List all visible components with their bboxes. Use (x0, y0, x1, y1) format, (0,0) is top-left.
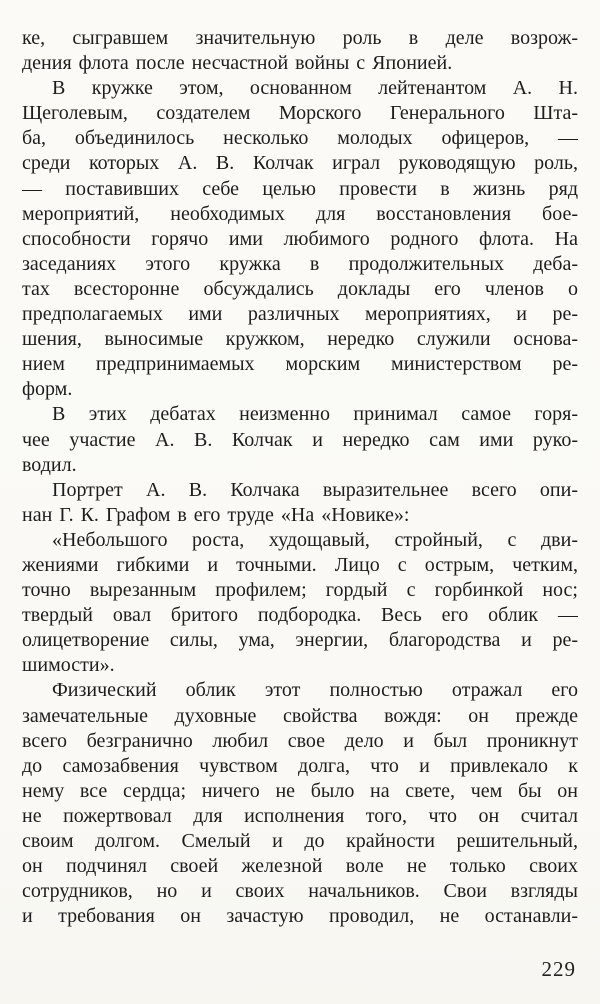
text-line: — поставивших себе целью провести в жизнь ряд (22, 177, 578, 200)
text-line: до самозабвения чувством долга, что и привлекало к (22, 754, 578, 777)
text-line: не пожертвовал для исполнения того, что он считал (22, 804, 578, 827)
text-line: форм. (22, 378, 73, 401)
text-line: сотрудников, но и своих начальников. Свои взгляды (22, 880, 578, 903)
text-line: В кружке этом, основанном лейтенантом А. Н. (52, 77, 578, 100)
text-line: всего безгранично любил свое дело и был проникнут (22, 729, 578, 752)
text-line: предполагаемых ими различных мероприятиях, и ре- (22, 303, 578, 326)
text-line: жениями гибкими и точными. Лицо с острым, четким, (22, 553, 578, 576)
text-line: ба, объединилось несколько молодых офицеров, — (22, 127, 578, 150)
text-line: своим долгом. Смелый и до крайности решительный, (22, 830, 578, 852)
text-line: Физический облик этот полностью отражал его (52, 679, 578, 702)
text-line: мероприятий, необходимых для восстановления бое- (22, 202, 578, 225)
text-line: ке, сыгравшем значительную роль в деле возрож- (22, 27, 578, 49)
text-line: Портрет А. В. Колчака выразительнее всего опи- (52, 478, 578, 501)
page-number: 229 (541, 957, 576, 981)
text-block (22, 26, 578, 929)
text-line: дения флота после несчастной войны с Японией. (22, 52, 453, 75)
text-line: шимости». (22, 654, 115, 677)
text-line: Щеголевым, создателем Морского Генерального Шта- (22, 102, 578, 125)
text-line: твердый овал бритого подбородка. Весь его облик — (22, 604, 578, 627)
text-line: заседаниях этого кружка в продолжительных деба- (22, 252, 578, 275)
text-line: олицетворение силы, ума, энергии, благородства и ре- (22, 629, 578, 652)
text-line: нан Г. К. Графом в его труде «На «Новике»: (22, 503, 410, 526)
text-line: чее участие А. В. Колчак и нередко сам ими руко- (22, 428, 578, 451)
text-line: и требования он зачастую проводил, не останавли- (22, 905, 578, 928)
text-line: способности горячо ими любимого родного флота. На (22, 227, 578, 250)
text-line: точно вырезанным профилем; гордый с горбинкой нос; (22, 579, 578, 602)
text-line: он подчинял своей железной воле не только своих (22, 855, 578, 878)
text-line: тах всесторонне обсуждались доклады его членов о (22, 277, 578, 300)
text-line: водил. (22, 453, 77, 476)
text-line: нием предпринимаемых морским министерством ре- (22, 353, 578, 376)
text-line: среди которых А. В. Колчак играл руководящую роль, (22, 152, 578, 175)
text-line: В этих дебатах неизменно принимал самое горя- (52, 403, 578, 426)
text-line: шения, выносимые кружком, нередко служили основа- (22, 328, 578, 351)
text-line: нему все сердца; ничего не было на свете, чем бы он (22, 779, 578, 802)
text-line: замечательные духовные свойства вождя: он прежде (22, 704, 578, 727)
text-line: «Небольшого роста, худощавый, стройный, с дви- (52, 528, 578, 551)
